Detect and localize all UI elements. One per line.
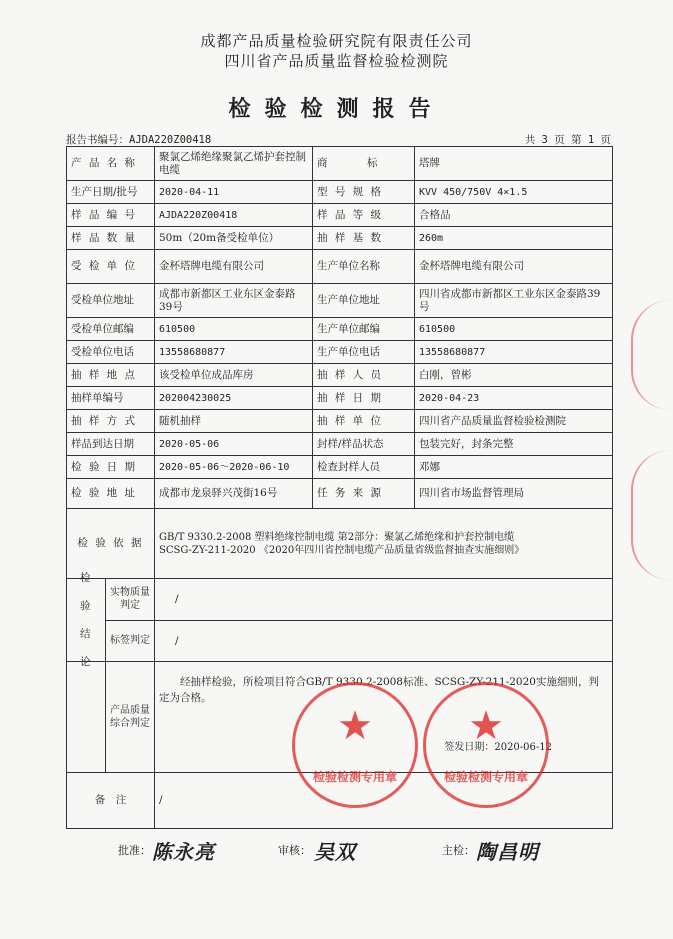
qty-label: 样 品 数 量 (67, 227, 155, 250)
sampling-unit-label: 抽 样 单 位 (313, 410, 415, 433)
basis-line-1: GB/T 9330.2-2008 塑料绝缘控制电缆 第2部分：聚氯乙烯绝缘和护套控制电缆 (159, 531, 515, 543)
inspected-label: 受 检 单 位 (67, 250, 155, 284)
sampling-place: 该受检单位成品库房 (155, 364, 313, 387)
grade: 合格品 (415, 204, 613, 227)
sampling-date: 2020-04-23 (415, 387, 613, 410)
model-label: 型 号 规 格 (313, 181, 415, 204)
base-label: 抽 样 基 数 (313, 227, 415, 250)
prod-date: 2020-04-11 (155, 181, 313, 204)
producer-tel: 13558680877 (415, 341, 613, 364)
seal-label: 封样/样品状态 (313, 433, 415, 456)
report-number: 报告书编号：AJDA220Z00418 (66, 134, 212, 146)
sampling-place-label: 抽 样 地 点 (67, 364, 155, 387)
star-icon: ★ (337, 702, 373, 749)
test-date: 2020-05-06～2020-06-10 (155, 456, 313, 479)
basis-label: 检 验 依 据 (67, 509, 155, 579)
report-date: 签发日期：2020-06-12 (444, 742, 552, 753)
arrival: 2020-05-06 (155, 433, 313, 456)
producer-tel-label: 生产单位电话 (313, 341, 415, 364)
organization-name: 成都产品质量检验研究院有限责任公司 (200, 32, 473, 50)
product-name: 聚氯乙烯绝缘聚氯乙烯护套控制电缆 (155, 147, 313, 181)
basis-line-2: SCSG-ZY-211-2020 《2020年四川省控制电缆产品质量省级监督抽查实施细则》 (159, 544, 525, 556)
report-title: 检验检测报告 (228, 96, 445, 122)
qty: 50m（20m备受检单位） (155, 227, 313, 250)
sample-no: AJDA220Z00418 (155, 204, 313, 227)
organization-subname: 四川省产品质量监督检验检测院 (224, 52, 449, 70)
sampler: 白刚，曾彬 (415, 364, 613, 387)
producer-label: 生产单位名称 (313, 250, 415, 284)
method-label: 抽 样 方 式 (67, 410, 155, 433)
approve-label: 批准： (118, 844, 151, 857)
brand: 塔牌 (415, 147, 613, 181)
stamp-1-text: 检验检测专用章 (312, 769, 397, 784)
method: 随机抽样 (155, 410, 313, 433)
conclusion-label: 检验结论 (80, 572, 91, 668)
remark: / (155, 773, 613, 829)
basis (155, 509, 613, 579)
edge-seal-1 (631, 300, 673, 410)
stamp-2-text: 检验检测专用章 (443, 769, 528, 784)
producer-addr: 四川省成都市新都区工业东区金泰路39号 (415, 284, 613, 318)
prod-date-label: 生产日期/批号 (67, 181, 155, 204)
model: KVV 450/750V 4×1.5 (415, 181, 613, 204)
inspected-addr-label: 受检单位地址 (67, 284, 155, 318)
inspected-tel-label: 受检单位电话 (67, 341, 155, 364)
review-label: 审核： (278, 844, 311, 857)
producer-addr-label: 生产单位地址 (313, 284, 415, 318)
inspected-addr: 成都市新都区工业东区金泰路39号 (155, 284, 313, 318)
approve-signature: 陈永亮 (152, 840, 215, 864)
sampling-no: 202004230025 (155, 387, 313, 410)
review-signature: 吴双 (314, 840, 356, 864)
arrival-label: 样品到达日期 (67, 433, 155, 456)
sampler-label: 抽 样 人 员 (313, 364, 415, 387)
official-stamp-2 (423, 682, 549, 808)
physical-value: / (155, 579, 612, 621)
task: 四川省市场监督管理局 (415, 479, 613, 509)
inspect-signature: 陶昌明 (476, 840, 539, 864)
sampling-no-label: 抽样单编号 (67, 387, 155, 410)
star-icon: ★ (468, 702, 504, 749)
sampling-date-label: 抽 样 日 期 (313, 387, 415, 410)
product-name-label: 产 品 名 称 (67, 147, 155, 181)
conclusion-cell (67, 572, 155, 668)
inspected-zip-label: 受检单位邮编 (67, 318, 155, 341)
test-date-label: 检 验 日 期 (67, 456, 155, 479)
tag-label: 标签判定 (110, 635, 150, 647)
remark-label: 备 注 (67, 773, 155, 829)
overall-label-cell (67, 662, 155, 773)
inspected-zip: 610500 (155, 318, 313, 341)
overall-label: 产品质量综合判定 (110, 705, 150, 729)
producer-zip-label: 生产单位邮编 (313, 318, 415, 341)
brand-label: 商 标 (313, 147, 415, 181)
inspected: 金杯塔牌电缆有限公司 (155, 250, 313, 284)
test-place-label: 检 验 地 址 (67, 479, 155, 509)
seal: 包装完好，封条完整 (415, 433, 613, 456)
producer-zip: 610500 (415, 318, 613, 341)
page-info: 共 3 页 第 1 页 (524, 134, 611, 146)
task-label: 任 务 来 源 (313, 479, 415, 509)
checker: 邓娜 (415, 456, 613, 479)
sample-no-label: 样 品 编 号 (67, 204, 155, 227)
overall-text: 经抽样检验，所检项目符合GB/T 9330.2-2008标准、SCSG-ZY-211-2020实施细则，判定为合格。 (159, 676, 599, 704)
edge-seal-2 (631, 450, 673, 580)
test-place: 成都市龙泉驿兴茂街16号 (155, 479, 313, 509)
grade-label: 样 品 等 级 (313, 204, 415, 227)
checker-label: 检查封样人员 (313, 456, 415, 479)
official-stamp-1 (292, 682, 418, 808)
tag-value: / (175, 634, 179, 647)
inspected-tel: 13558680877 (155, 341, 313, 364)
inspect-label: 主检： (442, 844, 475, 857)
physical-label: 实物质量判定 (106, 579, 154, 621)
producer: 金杯塔牌电缆有限公司 (415, 250, 613, 284)
sampling-unit: 四川省产品质量监督检验检测院 (415, 410, 613, 433)
base: 260m (415, 227, 613, 250)
conclusion-values (155, 579, 613, 662)
